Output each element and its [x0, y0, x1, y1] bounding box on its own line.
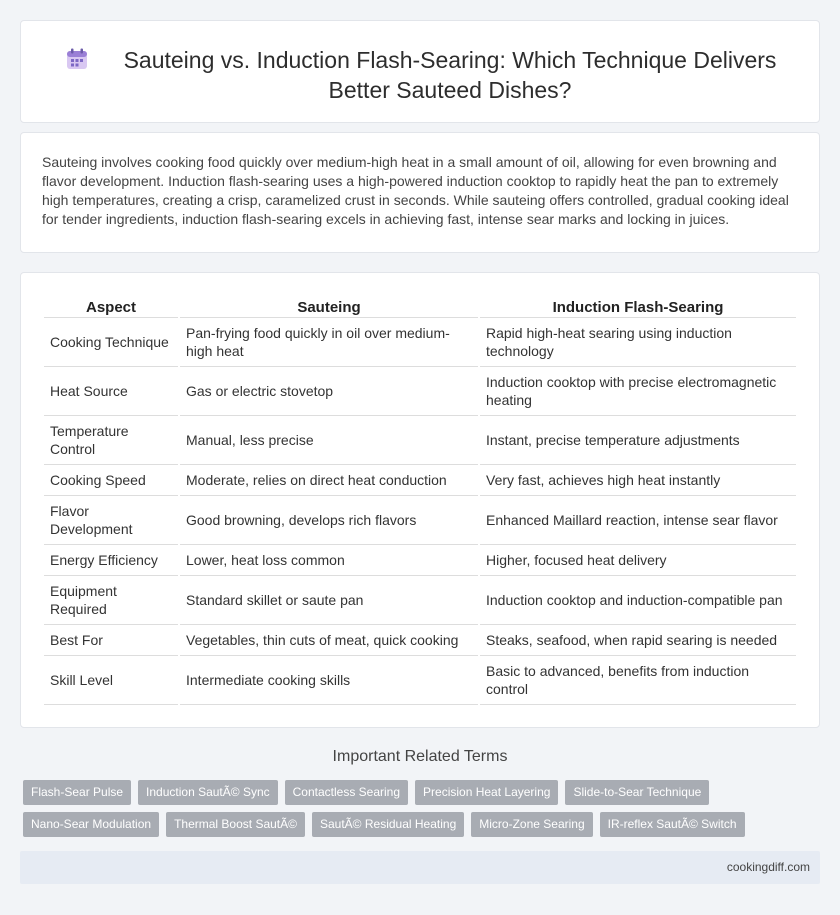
- table-row: [44, 318, 796, 367]
- tag-nano-sear-modulation[interactable]: Nano-Sear Modulation: [23, 812, 159, 837]
- cell-induction: Rapid high-heat searing using induction technology: [480, 318, 796, 367]
- calendar-icon: [65, 47, 89, 71]
- comparison-table: [42, 297, 798, 705]
- cell-sauteing: Intermediate cooking skills: [180, 656, 478, 705]
- tag-precision-heat-layering[interactable]: Precision Heat Layering: [415, 780, 558, 805]
- table-row: [44, 576, 796, 625]
- cell-aspect: Skill Level: [44, 656, 178, 705]
- cell-aspect: Cooking Speed: [44, 465, 178, 496]
- cell-sauteing: Lower, heat loss common: [180, 545, 478, 576]
- table-row: [44, 367, 796, 416]
- comparison-table-card: [20, 272, 820, 728]
- cell-induction: Induction cooktop with precise electromagnetic heating: [480, 367, 796, 416]
- tag-flash-sear-pulse[interactable]: Flash-Sear Pulse: [23, 780, 131, 805]
- header-aspect: Aspect: [44, 297, 178, 318]
- cell-induction: Enhanced Maillard reaction, intense sear flavor: [480, 496, 796, 545]
- cell-induction: Very fast, achieves high heat instantly: [480, 465, 796, 496]
- cell-aspect: Energy Efficiency: [44, 545, 178, 576]
- cell-sauteing: Moderate, relies on direct heat conduction: [180, 465, 478, 496]
- tag-row: [23, 780, 823, 805]
- cell-sauteing: Good browning, develops rich flavors: [180, 496, 478, 545]
- table-row: [44, 416, 796, 465]
- cell-aspect: Heat Source: [44, 367, 178, 416]
- tag-micro-zone-searing[interactable]: Micro-Zone Searing: [471, 812, 592, 837]
- tag-saute-residual-heating[interactable]: SautÃ© Residual Heating: [312, 812, 464, 837]
- cell-sauteing: Standard skillet or saute pan: [180, 576, 478, 625]
- cell-induction: Induction cooktop and induction-compatible pan: [480, 576, 796, 625]
- cell-induction: Higher, focused heat delivery: [480, 545, 796, 576]
- cell-sauteing: Pan-frying food quickly in oil over medium-high heat: [180, 318, 478, 367]
- cell-sauteing: Vegetables, thin cuts of meat, quick cooking: [180, 625, 478, 656]
- footer-site-link[interactable]: cookingdiff.com: [726, 860, 810, 874]
- tag-slide-to-sear-technique[interactable]: Slide-to-Sear Technique: [565, 780, 709, 805]
- header-induction: Induction Flash-Searing: [480, 297, 796, 318]
- tag-ir-reflex-saute-switch[interactable]: IR-reflex SautÃ© Switch: [600, 812, 745, 837]
- header-sauteing: Sauteing: [180, 297, 478, 318]
- table-row: [44, 656, 796, 705]
- table-row: [44, 496, 796, 545]
- cell-induction: Instant, precise temperature adjustments: [480, 416, 796, 465]
- cell-aspect: Cooking Technique: [44, 318, 178, 367]
- cell-sauteing: Gas or electric stovetop: [180, 367, 478, 416]
- tag-row: [23, 812, 823, 837]
- footer: [20, 851, 820, 884]
- table-row: [44, 545, 796, 576]
- intro-card: [20, 132, 820, 253]
- related-terms-tags: [23, 780, 823, 844]
- cell-sauteing: Manual, less precise: [180, 416, 478, 465]
- table-row: [44, 465, 796, 496]
- title-card: [20, 20, 820, 123]
- table-row: [44, 625, 796, 656]
- tag-contactless-searing[interactable]: Contactless Searing: [285, 780, 408, 805]
- cell-aspect: Best For: [44, 625, 178, 656]
- page-title: Sauteing vs. Induction Flash-Searing: Which Technique Delivers Better Sauteed Dishes?: [123, 47, 777, 103]
- related-terms-title: Important Related Terms: [332, 748, 508, 765]
- cell-aspect: Equipment Required: [44, 576, 178, 625]
- cell-aspect: Temperature Control: [44, 416, 178, 465]
- cell-aspect: Flavor Development: [44, 496, 178, 545]
- tag-induction-saute-sync[interactable]: Induction SautÃ© Sync: [138, 780, 278, 805]
- table-header-row: [44, 297, 796, 318]
- cell-induction: Steaks, seafood, when rapid searing is needed: [480, 625, 796, 656]
- tag-thermal-boost-saute[interactable]: Thermal Boost SautÃ©: [166, 812, 305, 837]
- intro-paragraph: Sauteing involves cooking food quickly over medium-high heat in a small amount of oil, allowing for even browning and flavor development. Induction flash-searing uses a high-powered induction cooktop to rapidly heat the pan to extremely high temperatures, creating a crisp, caramelized crust in seconds. While sauteing offers controlled, gradual cooking ideal for tender ingredients, induction flash-searing excels in achieving fast, intense sear marks and locking in juices.: [42, 154, 789, 227]
- cell-induction: Basic to advanced, benefits from induction control: [480, 656, 796, 705]
